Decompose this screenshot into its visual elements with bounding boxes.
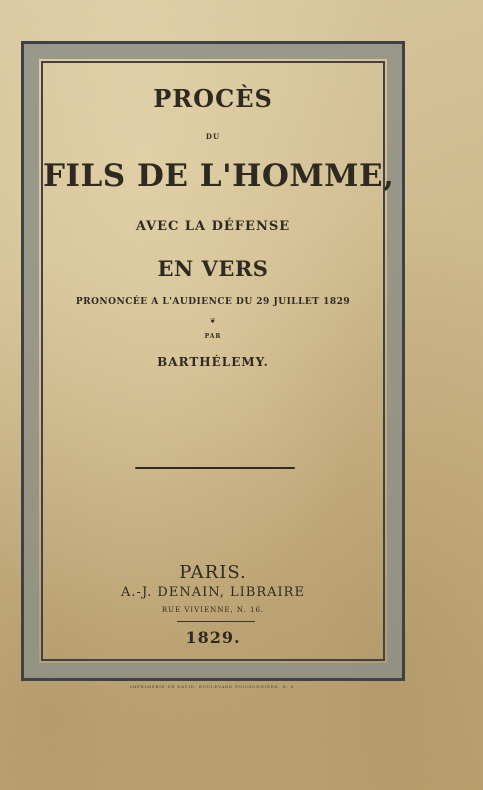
title-proces: PROCÈS	[153, 84, 273, 113]
imprint-year: 1829.	[185, 628, 241, 647]
address-divider	[177, 621, 255, 622]
ornament-icon: ❦	[209, 317, 217, 325]
title-du: DU	[205, 132, 221, 141]
title-main: FILS DE L'HOMME,	[43, 158, 395, 194]
author-name: BARTHÉLEMY.	[157, 355, 269, 369]
imprint-address: RUE VIVIENNE, N. 16.	[161, 606, 265, 614]
title-defense: AVEC LA DÉFENSE	[135, 219, 291, 234]
divider-rule	[135, 467, 295, 469]
printer-line: IMPRIMERIE DE DAVID, BOULEVARD POISSONNIÈRE, N. 6.	[129, 684, 297, 689]
title-prononcee: PRONONCÉE A L'AUDIENCE DU 29 JUILLET 1829	[75, 297, 351, 307]
title-en-vers: EN VERS	[157, 256, 269, 281]
imprint-city: PARIS.	[179, 562, 247, 583]
imprint-publisher: A.-J. DENAIN, LIBRAIRE	[121, 585, 305, 600]
title-par: PAR	[204, 333, 222, 340]
